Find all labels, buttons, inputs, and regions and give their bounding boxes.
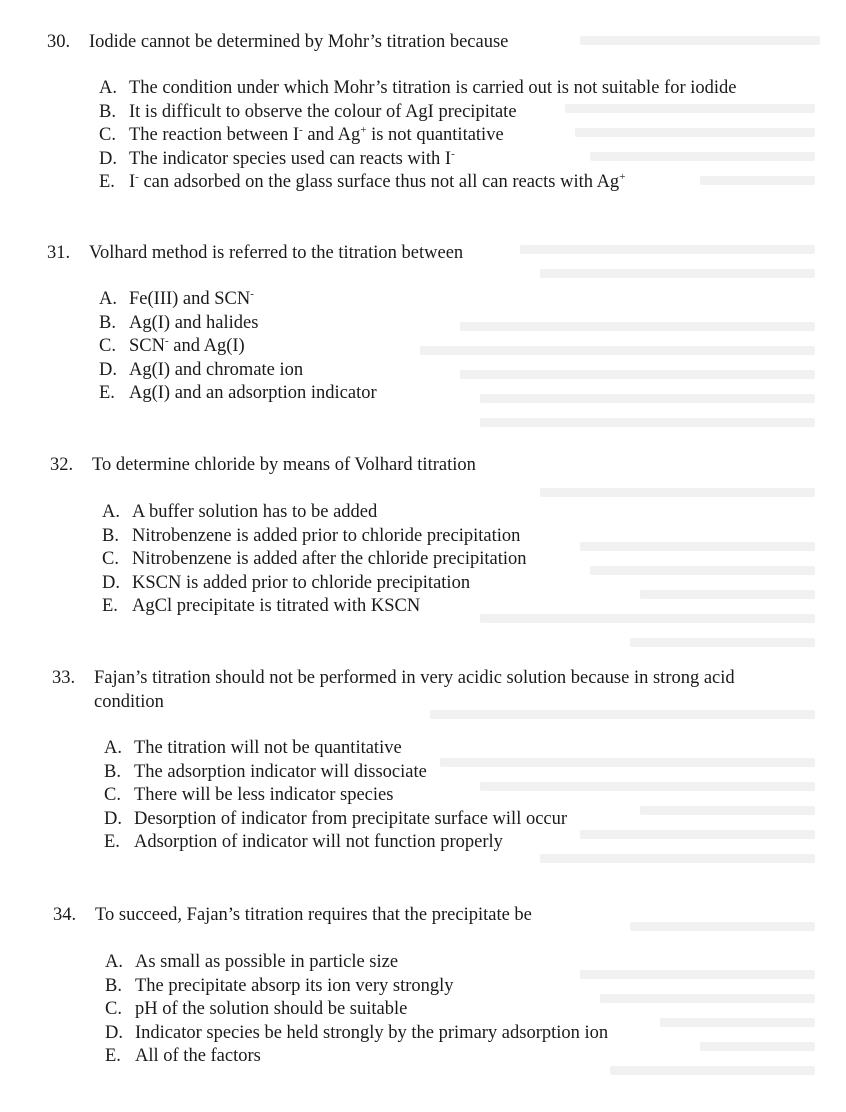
option-letter: C. bbox=[99, 336, 116, 357]
option-letter: A. bbox=[99, 289, 117, 309]
option-letter: D. bbox=[99, 359, 117, 380]
option-text-segment: Fe(III) and SCN bbox=[129, 289, 251, 309]
answer-option-c bbox=[102, 548, 830, 572]
answer-option-e bbox=[102, 595, 830, 619]
option-text bbox=[132, 596, 420, 616]
answer-option-d bbox=[99, 359, 827, 383]
question-stem bbox=[52, 666, 812, 714]
option-text-segment: Ag(I) and halides bbox=[129, 312, 259, 333]
option-text bbox=[129, 360, 303, 380]
answer-options bbox=[104, 737, 812, 855]
question-34 bbox=[53, 903, 833, 1069]
question-30 bbox=[47, 30, 827, 195]
option-text bbox=[129, 78, 736, 98]
option-text-segment: SCN bbox=[129, 336, 165, 357]
question-stem bbox=[47, 30, 827, 54]
option-text bbox=[135, 976, 454, 996]
option-letter: B. bbox=[102, 525, 119, 546]
option-text-segment: Ag(I) and an adsorption indicator bbox=[129, 383, 377, 404]
answer-option-a bbox=[99, 77, 827, 101]
option-text bbox=[132, 573, 470, 593]
answer-option-a bbox=[102, 501, 830, 525]
option-text bbox=[134, 738, 402, 758]
option-text-segment: A buffer solution has to be added bbox=[132, 502, 378, 522]
option-letter: A. bbox=[102, 502, 120, 522]
answer-options bbox=[99, 288, 827, 406]
option-text-segment: Desorption of indicator from precipitate surface will occur bbox=[134, 808, 568, 829]
option-letter: E. bbox=[99, 172, 115, 193]
question-32 bbox=[50, 453, 830, 619]
option-text bbox=[129, 383, 377, 403]
option-letter: B. bbox=[99, 312, 116, 333]
answer-option-a bbox=[104, 737, 812, 761]
answer-option-e bbox=[104, 831, 812, 855]
option-text-segment: There will be less indicator species bbox=[134, 785, 394, 806]
answer-option-d bbox=[105, 1022, 833, 1046]
answer-option-d bbox=[102, 572, 830, 596]
question-number: 32. bbox=[50, 455, 74, 475]
option-letter: C. bbox=[104, 785, 121, 806]
option-text bbox=[132, 549, 527, 569]
option-text bbox=[134, 762, 427, 782]
question-text: Iodide cannot be determined by Mohr’s titration because bbox=[89, 32, 509, 52]
option-letter: C. bbox=[102, 549, 119, 570]
option-text bbox=[134, 809, 567, 829]
option-letter: A. bbox=[99, 78, 117, 98]
option-text bbox=[129, 336, 245, 356]
option-text bbox=[135, 999, 407, 1019]
answer-option-c bbox=[99, 335, 827, 359]
option-text-segment: and Ag bbox=[302, 125, 361, 146]
answer-option-a bbox=[99, 288, 827, 312]
option-letter: E. bbox=[105, 1046, 121, 1067]
charge-superscript: - bbox=[299, 124, 303, 137]
answer-option-d bbox=[104, 808, 812, 832]
answer-option-e bbox=[105, 1045, 833, 1069]
option-text bbox=[129, 313, 258, 333]
option-text-segment: The indicator species used can reacts with I bbox=[129, 148, 452, 169]
charge-superscript: - bbox=[135, 171, 139, 184]
option-text-segment: Nitrobenzene is added prior to chloride precipitation bbox=[132, 525, 521, 546]
option-text-segment: Adsorption of indicator will not function properly bbox=[134, 832, 503, 853]
charge-superscript: + bbox=[619, 171, 626, 184]
option-text-segment: Indicator species be held strongly by the primary adsorption ion bbox=[135, 1022, 609, 1043]
option-letter: B. bbox=[104, 761, 121, 782]
option-text bbox=[129, 149, 455, 169]
option-text bbox=[132, 526, 520, 546]
question-stem bbox=[47, 241, 827, 265]
option-letter: B. bbox=[99, 101, 116, 122]
answer-options bbox=[99, 77, 827, 195]
answer-option-b bbox=[102, 525, 830, 549]
option-letter: A. bbox=[104, 738, 122, 758]
option-text bbox=[129, 125, 504, 145]
option-letter: E. bbox=[104, 832, 120, 853]
charge-superscript: + bbox=[360, 124, 367, 137]
option-text-segment: As small as possible in particle size bbox=[135, 952, 399, 972]
answer-option-c bbox=[105, 998, 833, 1022]
option-letter: E. bbox=[102, 596, 118, 617]
answer-option-d bbox=[99, 148, 827, 172]
option-text bbox=[129, 172, 625, 192]
option-letter: B. bbox=[105, 975, 122, 996]
charge-superscript: - bbox=[165, 335, 169, 348]
option-text bbox=[134, 785, 393, 805]
option-text bbox=[135, 1023, 608, 1043]
option-text bbox=[129, 102, 517, 122]
answer-option-c bbox=[104, 784, 812, 808]
option-text bbox=[135, 1046, 261, 1066]
option-text-segment: can adsorbed on the glass surface thus not all can reacts with Ag bbox=[138, 172, 620, 193]
option-text-segment: It is difficult to observe the colour of AgI precipitate bbox=[129, 101, 517, 122]
option-text-segment: AgCl precipitate is titrated with KSCN bbox=[132, 596, 421, 617]
option-letter: E. bbox=[99, 383, 115, 404]
question-text: To determine chloride by means of Volhard titration bbox=[92, 455, 476, 475]
option-text-segment: and Ag(I) bbox=[168, 336, 245, 357]
option-text-segment: The reaction between I bbox=[129, 125, 300, 146]
answer-options bbox=[102, 501, 830, 619]
charge-superscript: - bbox=[250, 288, 254, 300]
answer-option-b bbox=[104, 761, 812, 785]
answer-options bbox=[105, 951, 833, 1069]
question-number: 30. bbox=[47, 32, 71, 52]
option-text-segment: pH of the solution should be suitable bbox=[135, 999, 408, 1020]
option-letter: D. bbox=[104, 808, 122, 829]
charge-superscript: - bbox=[451, 147, 455, 160]
option-letter: C. bbox=[99, 125, 116, 146]
option-letter: A. bbox=[105, 952, 123, 972]
option-text-segment: The adsorption indicator will dissociate bbox=[134, 761, 427, 782]
question-number: 31. bbox=[47, 243, 71, 263]
option-text bbox=[132, 502, 377, 522]
option-letter: D. bbox=[102, 572, 120, 593]
question-number: 33. bbox=[52, 668, 76, 688]
answer-option-c bbox=[99, 124, 827, 148]
option-text-segment: All of the factors bbox=[135, 1046, 261, 1067]
option-text bbox=[129, 289, 254, 309]
answer-option-e bbox=[99, 171, 827, 195]
option-text bbox=[135, 952, 398, 972]
answer-option-b bbox=[99, 312, 827, 336]
option-text-segment: KSCN is added prior to chloride precipitation bbox=[132, 572, 471, 593]
option-text-segment: Ag(I) and chromate ion bbox=[129, 359, 304, 380]
question-text: To succeed, Fajan’s titration requires that the precipitate be bbox=[95, 905, 532, 925]
question-31 bbox=[47, 241, 827, 406]
option-text-segment: The titration will not be quantitative bbox=[134, 738, 402, 758]
answer-option-b bbox=[105, 975, 833, 999]
option-text bbox=[134, 832, 503, 852]
option-letter: D. bbox=[99, 148, 117, 169]
option-letter: C. bbox=[105, 999, 122, 1020]
option-letter: D. bbox=[105, 1022, 123, 1043]
answer-option-a bbox=[105, 951, 833, 975]
option-text-segment: I bbox=[129, 172, 136, 193]
question-stem bbox=[53, 903, 833, 927]
answer-option-b bbox=[99, 101, 827, 125]
question-text: Volhard method is referred to the titration between bbox=[89, 243, 464, 263]
option-text-segment: Nitrobenzene is added after the chloride precipitation bbox=[132, 549, 527, 570]
option-text-segment: The precipitate absorp its ion very strongly bbox=[135, 975, 454, 996]
question-text: Fajan’s titration should not be performed in very acidic solution because in strong acid condition bbox=[94, 668, 735, 712]
question-number: 34. bbox=[53, 905, 77, 925]
option-text-segment: The condition under which Mohr’s titration is carried out is not suitable for iodide bbox=[129, 78, 737, 98]
question-stem bbox=[50, 453, 830, 477]
question-33 bbox=[52, 666, 812, 855]
answer-option-e bbox=[99, 382, 827, 406]
option-text-segment: is not quantitative bbox=[366, 125, 504, 146]
